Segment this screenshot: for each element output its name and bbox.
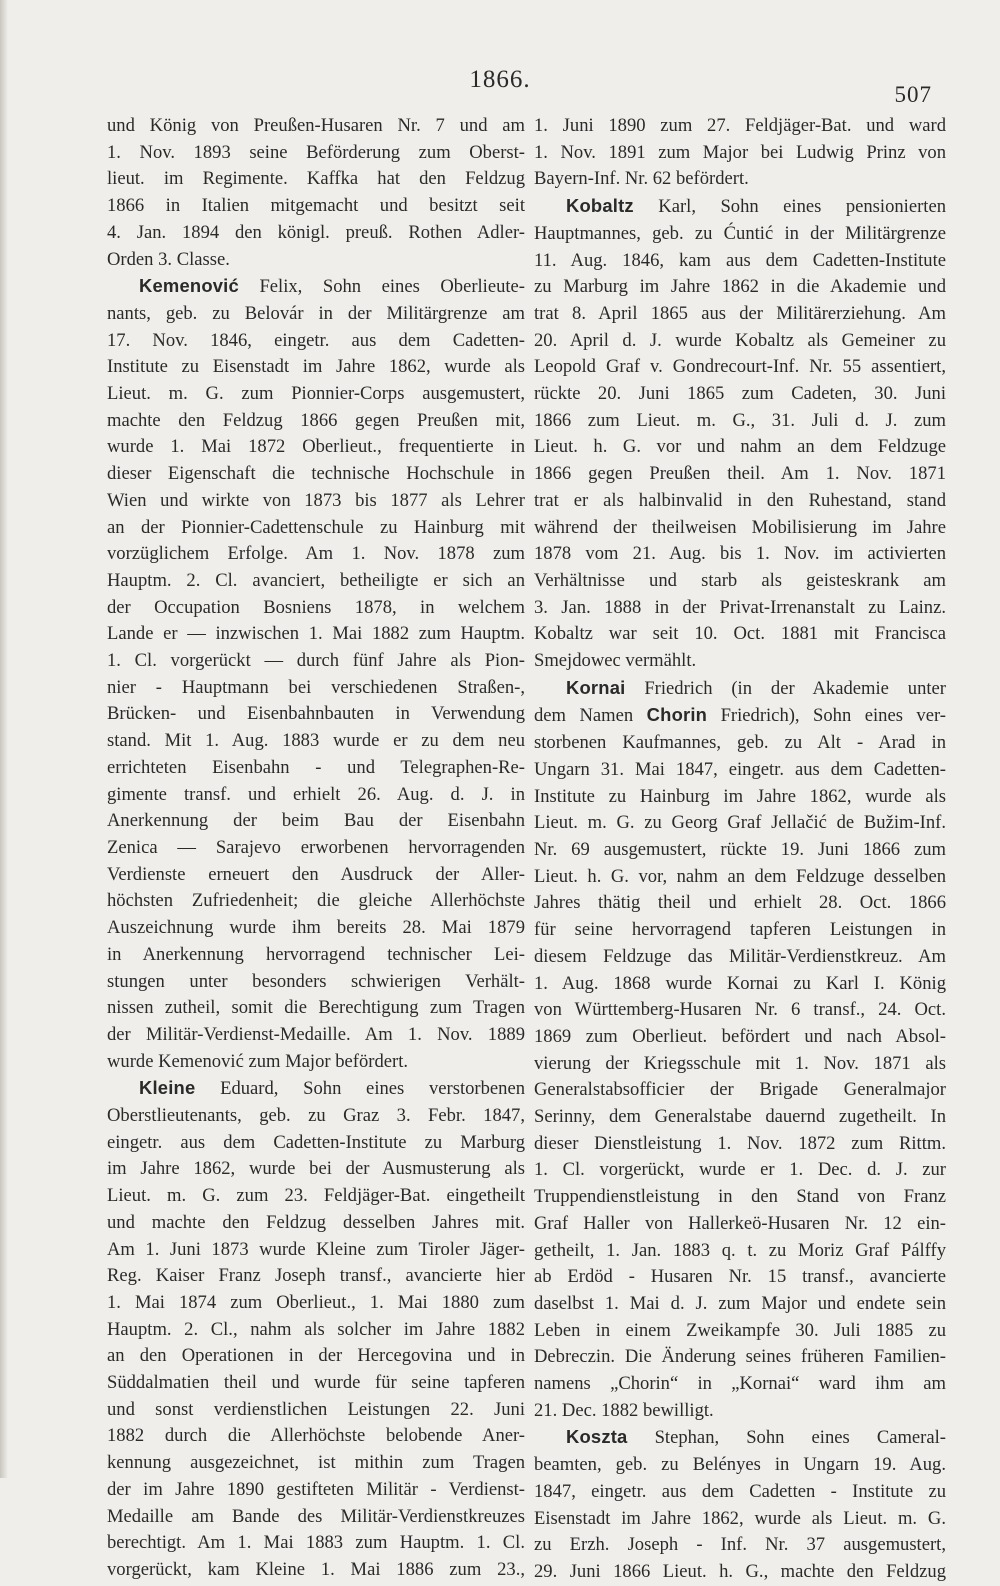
text-line (534, 381, 946, 408)
line-text: und sonst verdienstlichen Leistungen 22. Juni (107, 1398, 525, 1420)
line-text: kennung ausgezeichnet, ist mithin zum Tragen (107, 1452, 525, 1474)
text-line (534, 1077, 946, 1104)
line-text: vorgerückt, kam Kleine 1. Mai 1886 zum 23., (107, 1558, 525, 1580)
line-text: vorzüglichem Erfolge. Am 1. Nov. 1878 zum (107, 543, 525, 565)
text-line (534, 1184, 946, 1211)
line-text: Nr. 69 ausgemustert, rückte 19. Juni 1866 zum (534, 838, 946, 860)
line-text: diesem Feldzuge das Militär-Verdienstkreuz. Am (534, 945, 946, 967)
line-text: beamten, geb. zu Belényes in Ungarn 19. Aug. (534, 1454, 946, 1476)
text-line (107, 1130, 525, 1157)
running-header-year: 1866. (469, 66, 531, 93)
text-line (107, 995, 525, 1022)
line-text: wurde 1. Mai 1872 Oberlieut., frequentierte in (107, 436, 525, 458)
line-text: für seine hervorragend tapferen Leistungen in (534, 919, 946, 941)
line-text: 1. Juni 1890 zum 27. Feldjäger-Bat. und ward (534, 115, 946, 136)
line-text: 1866 zum Lieut. m. G., 31. Juli d. J. zum (534, 409, 946, 431)
text-line (107, 193, 525, 220)
text-line (107, 568, 525, 595)
text-line (107, 755, 525, 782)
text-line (107, 113, 525, 140)
text-line (534, 1344, 946, 1371)
line-text: 1. Nov. 1893 seine Beförderung zum Oberst- (107, 141, 525, 163)
text-line (107, 728, 525, 755)
line-text: vierung der Kriegsschule mit 1. Nov. 1871 als (534, 1052, 946, 1074)
text-line (107, 595, 525, 622)
line-text: Serinny, dem Generalstabe dauernd zugetheilt. In (534, 1106, 946, 1128)
page-edge-shadow (0, 0, 8, 1478)
line-text: im Jahre 1862, wurde bei der Ausmusterung als (107, 1158, 525, 1180)
text-line (107, 782, 525, 809)
line-text: 1869 zum Oberlieut. befördert und nach Absol- (534, 1025, 946, 1047)
line-text: 1878 vom 21. Aug. bis 1. Nov. im activierten (534, 543, 946, 565)
entry-surname: Kemenović (139, 275, 239, 297)
line-text: Lieut. m. G. zum Pionnier-Corps ausgemustert, (107, 383, 525, 405)
text-line (534, 702, 946, 730)
line-text: Süddalmatien theil und wurde für seine tapferen (107, 1372, 525, 1394)
line-text: Leben in einem Zweikampfe 30. Juli 1885 zu (534, 1319, 946, 1341)
text-line (107, 1504, 525, 1531)
entry-surname: Kobaltz (566, 195, 634, 217)
line-text: Lieut. h. G. vor und nahm an dem Feldzuge (534, 436, 946, 458)
text-line (534, 810, 946, 837)
text-line (534, 971, 946, 998)
text-line (107, 220, 525, 247)
line-text: Eduard, Sohn eines verstorbenen (195, 1078, 525, 1100)
line-text: Auszeichnung wurde ihm bereits 28. Mai 1879 (107, 917, 525, 939)
text-line (534, 434, 946, 461)
line-text: nissen zutheil, somit die Berechtigung zum Tragen (107, 997, 525, 1019)
line-text: 1. Cl. vorgerückt — durch fünf Jahre als Pion- (107, 650, 525, 672)
text-line (107, 701, 525, 728)
line-text: 1. Aug. 1868 wurde Kornai zu Karl I. König (534, 972, 946, 994)
text-line (107, 1370, 525, 1397)
text-line (534, 488, 946, 515)
line-text: Oberstlieutenants, geb. zu Graz 3. Febr. 1847, (107, 1105, 525, 1127)
line-text: 1882 durch die Allerhöchste belobende Aner- (107, 1425, 525, 1447)
text-line (534, 944, 946, 971)
line-text: Leopold Graf v. Gondrecourt-Inf. Nr. 55 assentiert, (534, 356, 946, 378)
line-text: gimente transf. und erhielt 26. Aug. d. J. in (107, 783, 525, 805)
line-text: Hauptm. 2. Cl., nahm als solcher im Jahre 1882 (107, 1318, 525, 1340)
line-text: an den Operationen in der Hercegovina und in (107, 1345, 525, 1367)
text-line (107, 1103, 525, 1130)
text-line (107, 1557, 525, 1584)
line-text: Debreczin. Die Änderung seines früheren Familien- (534, 1346, 946, 1368)
line-text: Anerkennung der beim Bau der Eisenbahn (107, 810, 525, 832)
text-line (534, 1024, 946, 1051)
line-text: 1. Mai 1874 zum Oberlieut., 1. Mai 1880 zum (107, 1291, 525, 1313)
text-line (107, 1423, 525, 1450)
text-line (534, 1238, 946, 1265)
line-text: 11. Aug. 1846, kam aus dem Cadetten-Institute (534, 249, 946, 271)
text-line (107, 1263, 525, 1290)
line-text: 20. April d. J. wurde Kobaltz als Gemeiner zu (534, 329, 946, 351)
text-line (534, 515, 946, 542)
line-text: Hauptmannes, geb. zu Ćuntić in der Militärgrenze (534, 222, 946, 244)
text-line (534, 1157, 946, 1184)
line-text: Brücken- und Eisenbahnbauten in Verwendung (107, 703, 525, 725)
line-text: von Württemberg-Husaren Nr. 6 transf., 24. Oct. (534, 999, 946, 1021)
right-text-column (534, 113, 946, 1586)
line-text: 3. Jan. 1888 in der Privat-Irrenanstalt zu Lainz. (534, 596, 946, 618)
text-line (107, 515, 525, 542)
line-text: ab Erdöd - Husaren Nr. 15 transf., avancierte (534, 1266, 946, 1288)
text-line (534, 997, 946, 1024)
line-text: Graf Haller von Hallerkeö-Husaren Nr. 12 ein- (534, 1212, 946, 1234)
text-line (534, 757, 946, 784)
text-line (534, 408, 946, 435)
text-line (107, 942, 525, 969)
line-text: 1866 in Italien mitgemacht und besitzt seit (107, 195, 525, 217)
text-line (534, 541, 946, 568)
text-line (107, 301, 525, 328)
text-line (107, 541, 525, 568)
text-line (534, 1104, 946, 1131)
line-text: Am 1. Juni 1873 wurde Kleine zum Tiroler Jäger- (107, 1238, 525, 1260)
text-line (534, 1291, 946, 1318)
line-text: Institute zu Hainburg im Jahre 1862, wurde als (534, 785, 946, 807)
text-line (534, 595, 946, 622)
text-line (534, 917, 946, 944)
text-line (534, 1131, 946, 1158)
line-text: wurde Kemenović zum Major befördert. (107, 1050, 409, 1072)
text-line (107, 1237, 525, 1264)
text-line (107, 1397, 525, 1424)
line-text: dem Namen (534, 705, 647, 727)
line-text: storbenen Kaufmannes, geb. zu Alt - Arad in (534, 732, 946, 754)
line-text: berechtigt. Am 1. Mai 1883 zum Hauptm. 1. Cl. (107, 1532, 525, 1554)
line-text: nier - Hauptmann bei verschiedenen Straßen-, (107, 676, 525, 698)
line-text: während der theilweisen Mobilisierung im Jahre (534, 516, 946, 538)
line-text: Kobaltz war seit 10. Oct. 1881 mit Francisca (534, 623, 946, 645)
line-text: machte den Feldzug 1866 gegen Preußen mit, (107, 409, 525, 431)
line-text: in Anerkennung hervorragend technischer Lei- (107, 943, 525, 965)
text-line (107, 461, 525, 488)
text-line (107, 1450, 525, 1477)
text-line (534, 1371, 946, 1398)
text-line (107, 915, 525, 942)
text-line (107, 488, 525, 515)
line-text: Eisenstadt im Jahre 1862, wurde als Lieut. m. G. (534, 1507, 946, 1529)
text-line (534, 461, 946, 488)
text-line (107, 1343, 525, 1370)
text-line (107, 1317, 525, 1344)
text-line (107, 381, 525, 408)
entry-surname: Kleine (139, 1077, 196, 1099)
entry-alias-surname: Chorin (646, 704, 708, 726)
left-text-column (107, 113, 525, 1584)
text-line (534, 166, 946, 193)
line-text: der im Jahre 1890 gestifteten Militär - Verdienst- (107, 1478, 525, 1500)
text-line (534, 193, 946, 221)
text-line (107, 1477, 525, 1504)
line-text: stungen unter besonders schwierigen Verhält- (107, 970, 525, 992)
text-line (534, 1264, 946, 1291)
line-text: 29. Juni 1866 Lieut. h. G., machte den Feldzug (534, 1560, 946, 1582)
text-line (107, 434, 525, 461)
text-line (107, 675, 525, 702)
text-line (107, 1210, 525, 1237)
line-text: Lande er — inzwischen 1. Mai 1882 zum Hauptm. (107, 623, 525, 645)
line-text: 17. Nov. 1846, eingetr. aus dem Cadetten- (107, 329, 525, 351)
text-line (107, 247, 525, 274)
line-text: stand. Mit 1. Aug. 1883 wurde er zu dem neu (107, 730, 525, 752)
text-line (107, 166, 525, 193)
line-text: Lieut. m. G. zu Georg Graf Jellačić de Bužim-Inf. (534, 812, 946, 834)
line-text: Lieut. m. G. zum 23. Feldjäger-Bat. eingetheilt (107, 1185, 525, 1207)
text-line (107, 273, 525, 301)
text-line (534, 1424, 946, 1452)
line-text: zu Erzh. Joseph - Inf. Nr. 37 ausgemustert, (534, 1534, 946, 1556)
text-line (107, 969, 525, 996)
text-line (534, 864, 946, 891)
text-line (534, 1318, 946, 1345)
line-text: trat 8. April 1865 aus der Militärerziehung. Am (534, 302, 946, 324)
line-text: Jahres thätig theil und erhielt 28. Oct. 1866 (534, 892, 946, 914)
line-text: an der Pionnier-Cadettenschule zu Hainburg mit (107, 516, 525, 538)
line-text: getheilt, 1. Jan. 1883 q. t. zu Moriz Graf Pálffy (534, 1239, 946, 1261)
line-text: Lieut. h. G. vor, nahm an dem Feldzuge desselben (534, 865, 946, 887)
line-text: Wien und wirkte von 1873 bis 1877 als Lehrer (107, 489, 525, 511)
line-text: Verhältnisse und starb als geisteskrank am (534, 569, 946, 591)
line-text: 1847, eingetr. aus dem Cadetten - Institute zu (534, 1480, 946, 1502)
text-line (107, 1290, 525, 1317)
line-text: Zenica — Sarajevo erworbenen hervorragenden (107, 836, 525, 858)
text-line (534, 568, 946, 595)
text-line (107, 888, 525, 915)
text-line (534, 221, 946, 248)
line-text: Felix, Sohn eines Oberlieute- (238, 276, 525, 298)
text-line (534, 274, 946, 301)
line-text: lieut. im Regimente. Kaffka hat den Feldzug (107, 168, 525, 190)
text-line (534, 1452, 946, 1479)
page-number: 507 (894, 82, 932, 107)
text-line (107, 354, 525, 381)
text-line (107, 621, 525, 648)
text-line (534, 1506, 946, 1533)
line-text: Ungarn 31. Mai 1847, eingetr. aus dem Cadetten- (534, 758, 946, 780)
line-text: 1. Nov. 1891 zum Major bei Ludwig Prinz von (534, 141, 946, 163)
text-line (107, 648, 525, 675)
line-text: Orden 3. Classe. (107, 248, 230, 270)
text-line (534, 730, 946, 757)
text-line (534, 113, 946, 140)
text-line (107, 328, 525, 355)
line-text: errichteten Eisenbahn - und Telegraphen-Re- (107, 756, 525, 778)
line-text: Verdienste erneuert den Ausdruck der Aller- (107, 863, 525, 885)
line-text: und König von Preußen-Husaren Nr. 7 und am (107, 115, 525, 136)
text-line (534, 1559, 946, 1586)
text-line (534, 248, 946, 275)
text-line (534, 621, 946, 648)
text-line (107, 862, 525, 889)
text-line (534, 1051, 946, 1078)
line-text: eingetr. aus dem Cadetten-Institute zu Marburg (107, 1131, 525, 1153)
line-text: höchsten Zufriedenheit; die gleiche Allerhöchste (107, 890, 525, 912)
line-text: trat er als halbinvalid in den Ruhestand, stand (534, 489, 946, 511)
text-line (534, 837, 946, 864)
text-line (534, 1532, 946, 1559)
line-text: namens „Chorin“ in „Kornai“ ward ihm am (534, 1373, 946, 1395)
text-line (534, 784, 946, 811)
text-line (107, 1183, 525, 1210)
line-text: zu Marburg im Jahre 1862 in die Akademie und (534, 276, 946, 298)
line-text: Hauptm. 2. Cl. avanciert, betheiligte er sich an (107, 569, 525, 591)
line-text: rückte 20. Juni 1865 zum Cadeten, 30. Juni (534, 383, 946, 405)
text-line (534, 1398, 946, 1425)
line-text: Reg. Kaiser Franz Joseph transf., avancierte hier (107, 1265, 525, 1287)
text-line (534, 301, 946, 328)
text-line (534, 648, 946, 675)
line-text: Karl, Sohn eines pensionierten (633, 196, 946, 218)
text-line (534, 1479, 946, 1506)
entry-surname: Kornai (566, 676, 626, 698)
text-line (534, 354, 946, 381)
line-text: daselbst 1. Mai d. J. zum Major und endete sein (534, 1292, 946, 1314)
text-line (534, 675, 946, 703)
line-text: dieser Eigenschaft die technische Hochschule in (107, 463, 525, 485)
text-line (107, 408, 525, 435)
line-text: 1866 gegen Preußen theil. Am 1. Nov. 1871 (534, 463, 946, 485)
line-text: Friedrich (in der Akademie unter (625, 677, 946, 699)
line-text: Bayern-Inf. Nr. 62 befördert. (534, 168, 749, 190)
line-text: Medaille am Bande des Militär-Verdienstkreuzes (107, 1505, 525, 1527)
text-line (107, 140, 525, 167)
line-text: dieser Dienstleistung 1. Nov. 1872 zum Rittm. (534, 1132, 946, 1154)
line-text: der Occupation Bosniens 1878, in welchem (107, 596, 525, 618)
line-text: 21. Dec. 1882 bewilligt. (534, 1399, 714, 1421)
line-text: Stephan, Sohn eines Cameral- (627, 1427, 946, 1449)
line-text: Smejdowec vermählt. (534, 650, 697, 672)
text-line (107, 1530, 525, 1557)
line-text: nants, geb. zu Belovár in der Militärgrenze am (107, 302, 525, 324)
text-line (534, 890, 946, 917)
text-line (107, 1022, 525, 1049)
line-text: Institute zu Eisenstadt im Jahre 1862, wurde als (107, 356, 525, 378)
text-line (107, 1049, 525, 1076)
line-text: 1. Cl. vorgerückt, wurde er 1. Dec. d. J. zur (534, 1159, 946, 1181)
text-line (534, 1211, 946, 1238)
line-text: der Militär-Verdienst-Medaille. Am 1. Nov. 1889 (107, 1023, 525, 1045)
line-text: 4. Jan. 1894 den königl. preuß. Rothen Adler- (107, 221, 525, 243)
line-text: Friedrich), Sohn eines ver- (707, 705, 946, 727)
text-line (107, 835, 525, 862)
text-line (534, 328, 946, 355)
text-line (107, 808, 525, 835)
text-line (534, 140, 946, 167)
line-text: Truppendienstleistung in den Stand von Franz (534, 1186, 946, 1208)
text-line (107, 1156, 525, 1183)
line-text: Generalstabsofficier der Brigade Generalmajor (534, 1079, 946, 1101)
line-text: und machte den Feldzug desselben Jahres mit. (107, 1211, 525, 1233)
text-line (107, 1075, 525, 1103)
entry-surname: Koszta (566, 1426, 628, 1448)
